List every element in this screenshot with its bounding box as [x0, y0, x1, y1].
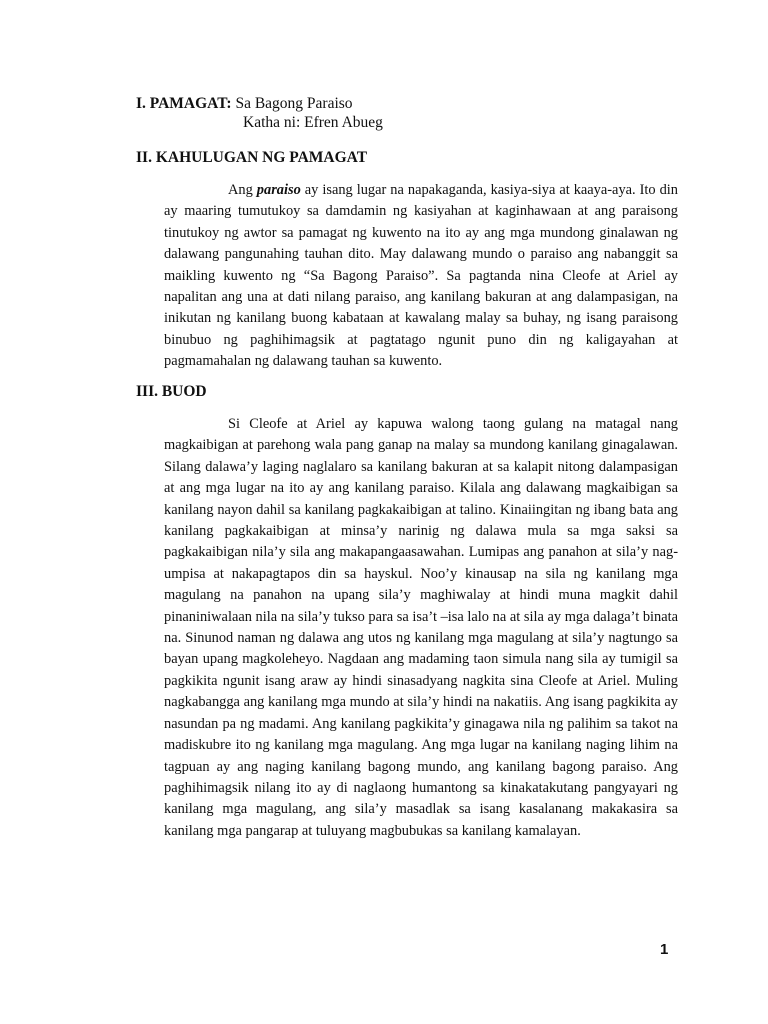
page-number: 1 — [660, 941, 669, 958]
author-line: Katha ni: Efren Abueg — [243, 114, 383, 131]
section-label-pamagat: I. PAMAGAT: — [136, 95, 232, 112]
paraiso-emphasis: paraiso — [256, 182, 301, 198]
paragraph-kahulugan — [164, 180, 678, 373]
title-line — [136, 95, 353, 113]
paragraph-buod: Si Cleofe at Ariel ay kapuwa walong taong gulang na matagal nang magkaibigan at parehong wala pang ganap na malay sa mundong kanilang ginagalawan. Silang dalawa’y laging naglalaro sa kanilang bakuran at sa kalapit nitong dalampasigan at ang mga lugar na ito ay ang kanilang paraiso. Kilala ang dalawang magkaibigan sa kanilang nayon dahil sa kanilang pagkakaibigan at talino. Kinaiingitan ng ibang bata ang kanilang pagkakaibigan at minsa’y narinig ng dalawa mula sa mga saksi sa pagkakaibigan nila’y sila ang makapangaasawahan. Lumipas ang panahon at sila’y nag-umpisa at nakapagtapos din sa hayskul. Noo’y kinausap na sila ng kanilang mga magulang na panahon na upang sila’y maghiwalay at hindi muna magkit dahil pinaniniwalaan nila na sila’y tukso para sa isa’t –isa lalo na at sila ay mga dalaga’t binata na. Sinunod naman ng dalawa ang utos ng kanilang mga magulang at sila’y nagtungo sa bayan upang magkoleheyo. Nagdaan ang madaming taon simula nang sila ay tumigil sa pagkikita ngunit isang araw ay hindi sinasadyang nagkita sina Cleofe at Ariel. Muling nagkabangga ang kanilang mga mundo at sila’y hindi na nakatiis. Ang isang pagkikita ay nasundan pa ng madami. Ang kanilang pagkikita’y ginagawa nila ng palihim sa takot na madiskubre ito ng kanilang mga magulang. Ang mga lugar na kanilang naging lihim na tagpuan ay ang naging kanilang bagong mundo, ang kanilang bagong paraiso. Ang paghihimagsik nilang ito ay di naglaong humantong sa kinakatakutang pangyayari ng kanilang mga magulang, ang sila’y masadlak sa isang kasalanang makakasira sa kanilang mga pangarap at tuluyang magbubukas sa kanilang kamalayan. — [164, 416, 678, 839]
heading-buod: III. BUOD — [136, 383, 207, 400]
paragraph-kahulugan-start: Ang — [228, 182, 257, 198]
story-title: Sa Bagong Paraiso — [235, 95, 353, 112]
heading-kahulugan: II. KAHULUGAN NG PAMAGAT — [136, 149, 368, 166]
paragraph-kahulugan-rest: ay isang lugar na napakaganda, kasiya-siya at kaaya-aya. Ito din ay maaring tumutukoy sa damdamin ng kasiyahan at kaginhawaan at ang paraisong tinutukoy ng awtor sa pamagat ng kuwento na ito ay ang mga mundong ginalawan ng dalawang pangunahing tauhan dito. May dalawang mundo o paraiso ang nabanggit sa maikling kuwento ng “Sa Bagong Paraiso”. Sa pagtanda nina Cleofe at Ariel ay napalitan ang una at dati nilang paraiso, ang kanilang bakuran at ang dalampasigan, na inikutan ng kanilang buong kabataan at kawalang malay sa buhay, ng isang paraisong binubuo ng paghihimagsik at pagtatago ngunit puno din ng kaligayahan at pagmamahalan ng dalawang tauhan sa kuwento. — [164, 182, 679, 370]
